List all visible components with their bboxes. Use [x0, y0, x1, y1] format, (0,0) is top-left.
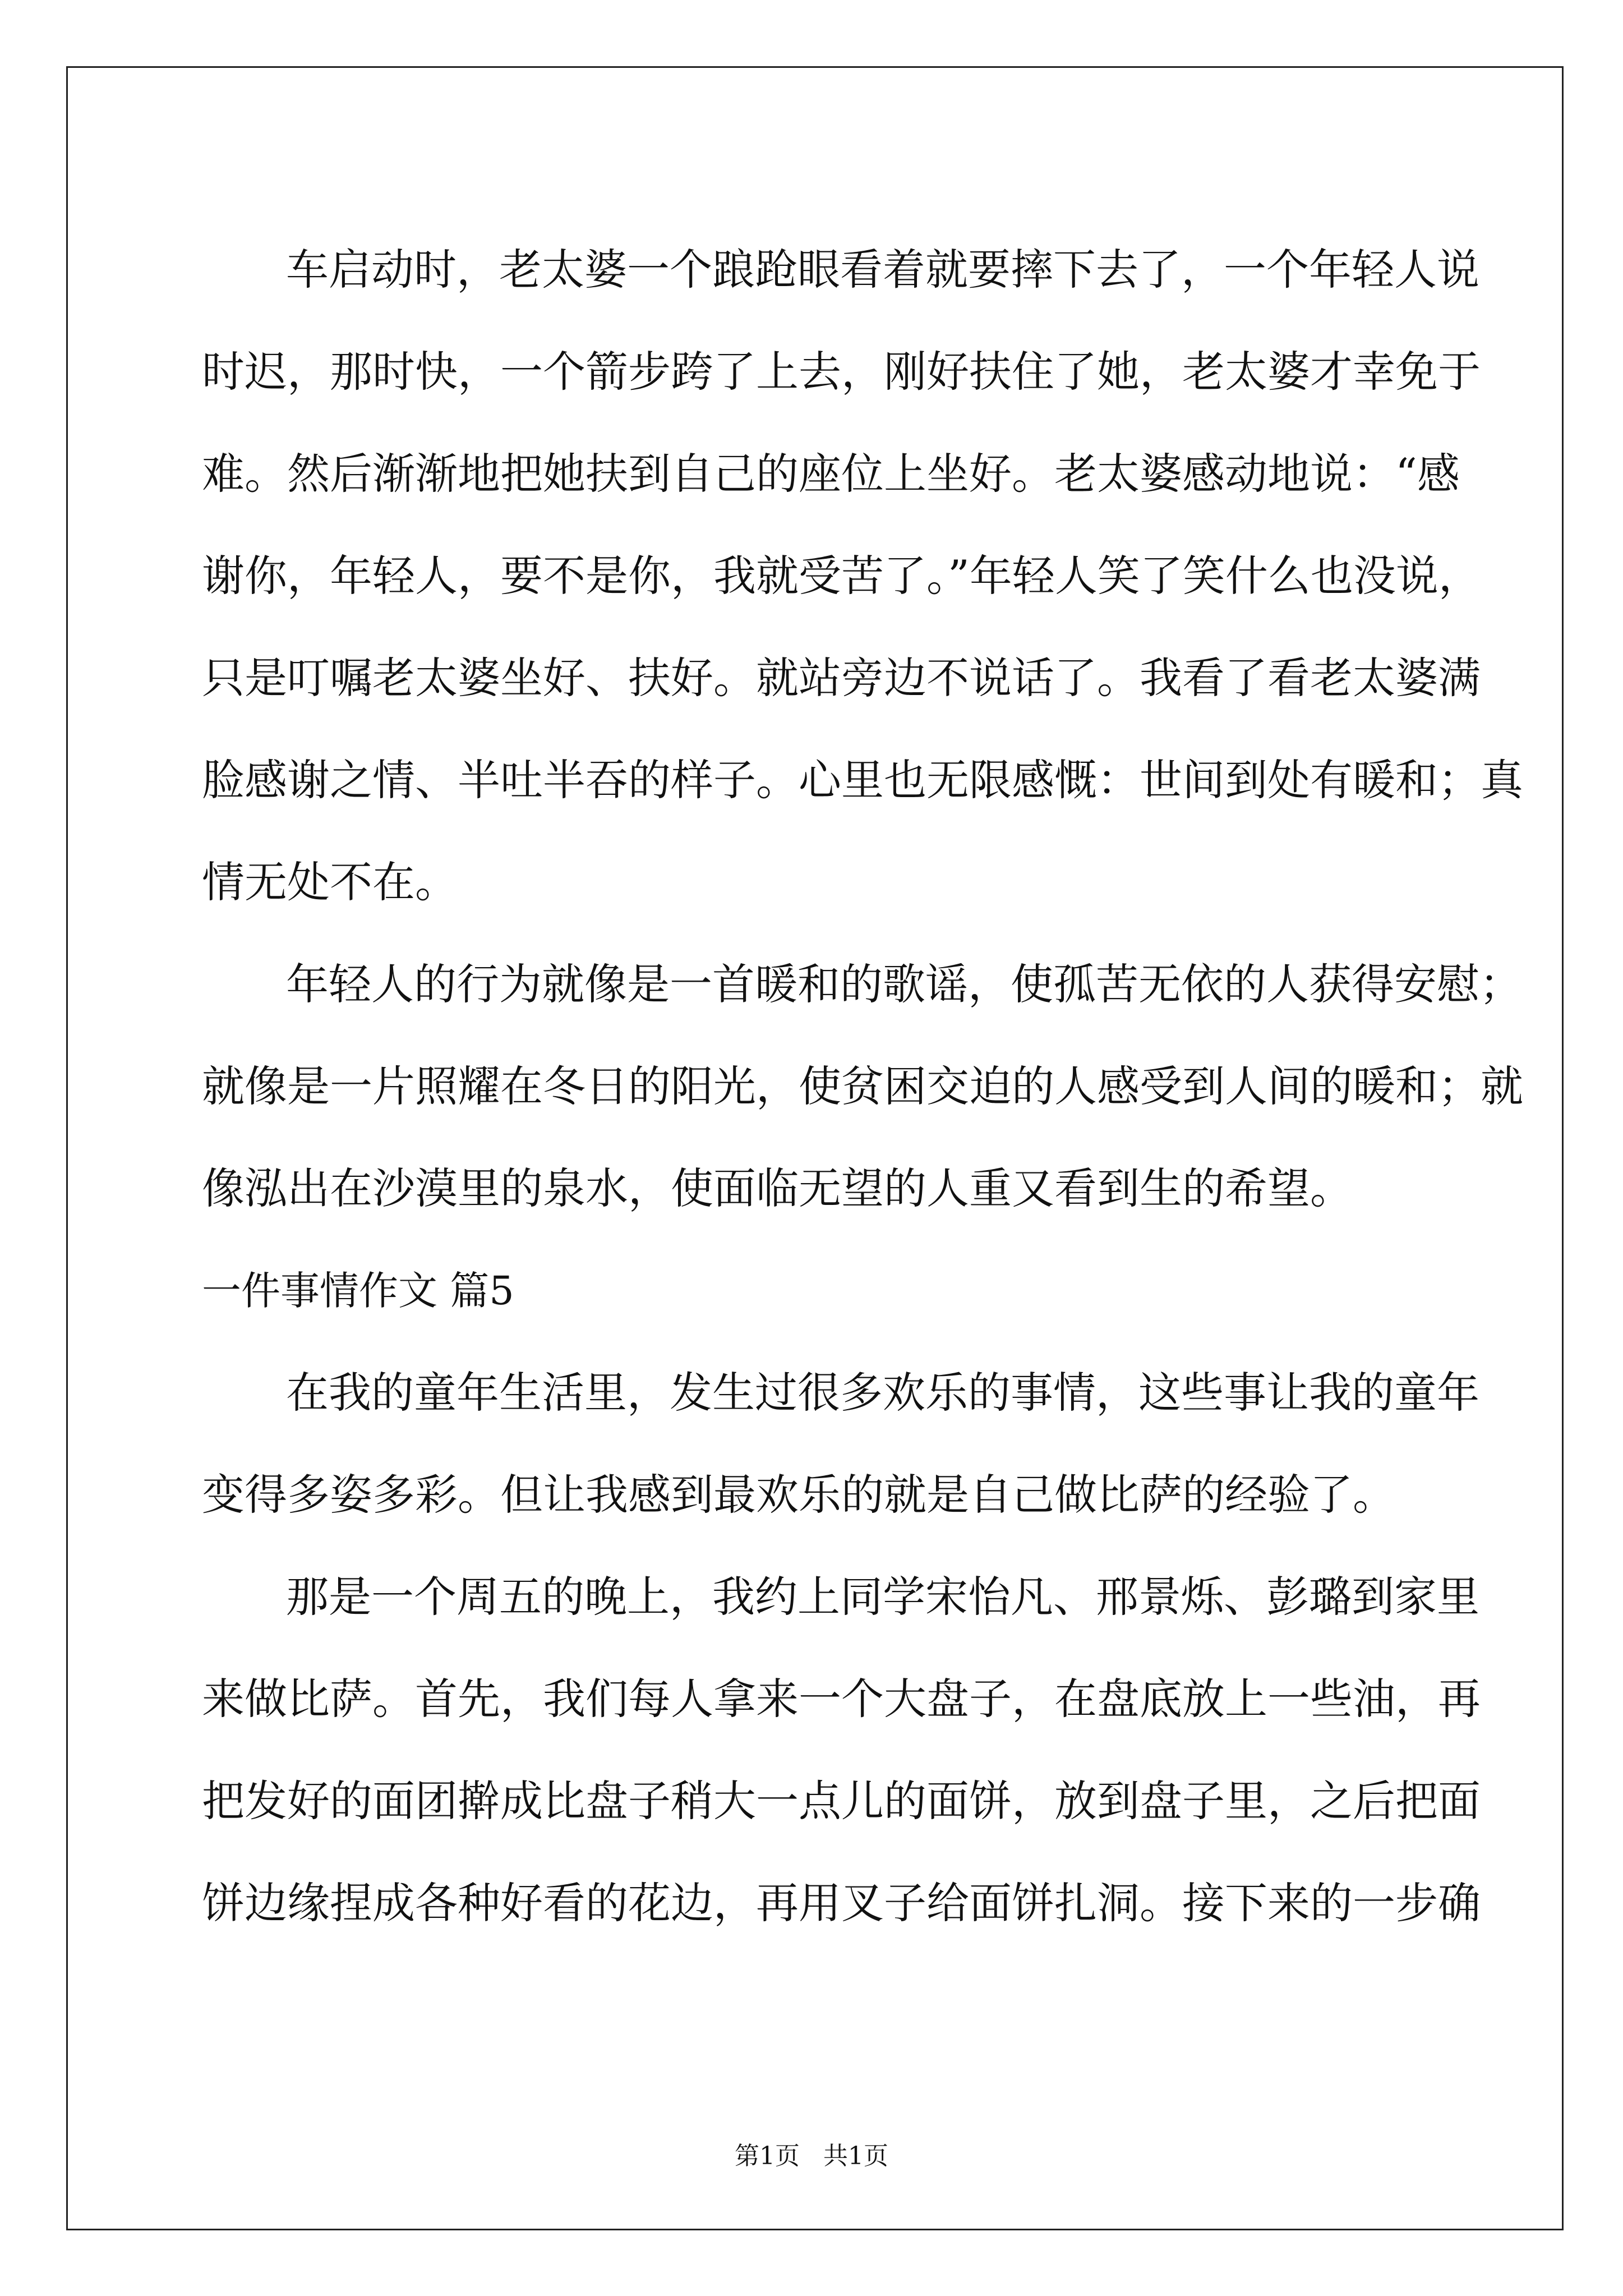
paragraph-3 [202, 1342, 1479, 1546]
text-line: 变得多姿多彩。但让我感到最欢乐的就是自己做比萨的经验了。 [202, 1470, 1395, 1520]
paragraph-4 [202, 1546, 1481, 1954]
text-line: 车启动时，老太婆一个踉跄眼看着就要摔下去了，一个年轻人说 [286, 245, 1479, 295]
text-line: 在我的童年生活里，发生过很多欢乐的事情，这些事让我的童年 [286, 1368, 1479, 1418]
text-line: 脸感谢之情、半吐半吞的样子。心里也无限感慨：世间到处有暖和；真 [202, 755, 1523, 805]
text-line: 来做比萨。首先，我们每人拿来一个大盘子，在盘底放上一些油，再 [202, 1674, 1481, 1724]
page-footer: 第1页 共1页 [735, 2142, 888, 2170]
text-line: 难。然后渐渐地把她扶到自己的座位上坐好。老太婆感动地说：“感 [202, 449, 1460, 499]
text-line: 只是叮嘱老太婆坐好、扶好。就站旁边不说话了。我看了看老太婆满 [202, 653, 1481, 703]
text-line: 时迟，那时快，一个箭步跨了上去，刚好扶住了她，老太婆才幸免于 [202, 347, 1481, 397]
text-line: 把发好的面团擀成比盘子稍大一点儿的面饼，放到盘子里，之后把面 [202, 1776, 1481, 1826]
text-line: 谢你，年轻人，要不是你，我就受苦了。”年轻人笑了笑什么也没说， [202, 551, 1481, 601]
document-body [202, 219, 1523, 1954]
text-line: 那是一个周五的晚上，我约上同学宋怡凡、邢景烁、彭璐到家里 [286, 1572, 1479, 1622]
text-line: 就像是一片照耀在冬日的阳光，使贫困交迫的人感受到人间的暖和；就 [202, 1061, 1523, 1111]
text-line: 情无处不在。 [202, 857, 458, 907]
paragraph-2 [202, 933, 1523, 1240]
text-line: 像泓出在沙漠里的泉水，使面临无望的人重又看到生的希望。 [202, 1163, 1353, 1213]
text-line: 年轻人的行为就像是一首暖和的歌谣，使孤苦无依的人获得安慰； [286, 959, 1522, 1009]
text-line: 饼边缘捏成各种好看的花边，再用叉子给面饼扎洞。接下来的一步确 [202, 1878, 1481, 1928]
paragraph-1 [202, 219, 1523, 933]
section-heading: 一件事情作文 篇5 [202, 1268, 514, 1314]
